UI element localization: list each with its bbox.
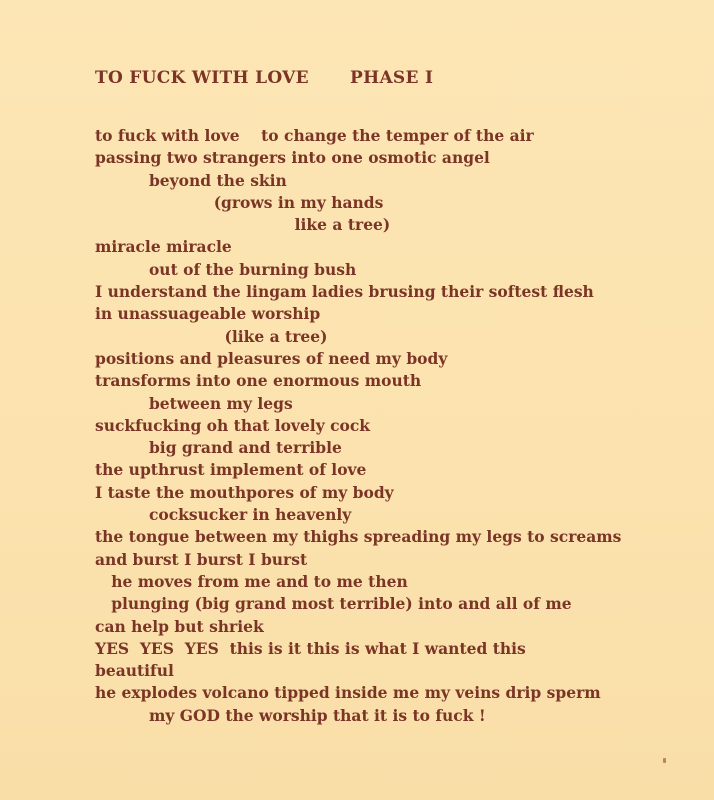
poem-line: positions and pleasures of need my body	[95, 348, 448, 368]
poem-line: he explodes volcano tipped inside me my veins drip sperm	[95, 683, 601, 703]
poem-line: plunging (big grand most terrible) into and all of me	[95, 594, 572, 614]
poem-line: beautiful	[95, 661, 174, 681]
poem-line: miracle miracle	[95, 237, 232, 257]
poem-line: my GOD the worship that it is to fuck !	[95, 705, 486, 725]
poem-line: I taste the mouthpores of my body	[95, 482, 394, 502]
title-main: TO FUCK WITH LOVE	[95, 68, 309, 88]
title-phase: PHASE I	[350, 68, 434, 88]
poem-line: out of the burning bush	[95, 259, 357, 279]
poem-line: like a tree)	[95, 215, 391, 235]
poem-line: I understand the lingam ladies brusing their softest flesh	[95, 282, 594, 302]
poem-line: the tongue between my thighs spreading my legs to screams	[95, 527, 622, 547]
poem-line: to fuck with love to change the temper of the air	[95, 126, 534, 145]
paper-speck	[663, 758, 666, 763]
poem-line: YES YES YES this is it this is what I wanted this	[95, 638, 526, 658]
poem-line: can help but shriek	[95, 616, 264, 636]
poem-line: suckfucking oh that lovely cock	[95, 415, 371, 435]
poem-title	[95, 68, 434, 88]
poem-line: cocksucker in heavenly	[95, 505, 352, 525]
poem-line: the upthrust implement of love	[95, 460, 367, 480]
poem-line: in unassuageable worship	[95, 304, 321, 324]
poem-line: beyond the skin	[95, 170, 287, 190]
poem-line: between my legs	[95, 393, 293, 413]
poem-line: (like a tree)	[95, 326, 328, 346]
poem-body	[95, 125, 621, 727]
poem-line: (grows in my hands	[95, 192, 384, 212]
poem-line: passing two strangers into one osmotic angel	[95, 148, 490, 168]
poem-line: big grand and terrible	[95, 438, 342, 458]
poem-line: he moves from me and to me then	[95, 571, 408, 591]
poem-line: transforms into one enormous mouth	[95, 371, 422, 391]
poem-line: and burst I burst I burst	[95, 549, 308, 569]
